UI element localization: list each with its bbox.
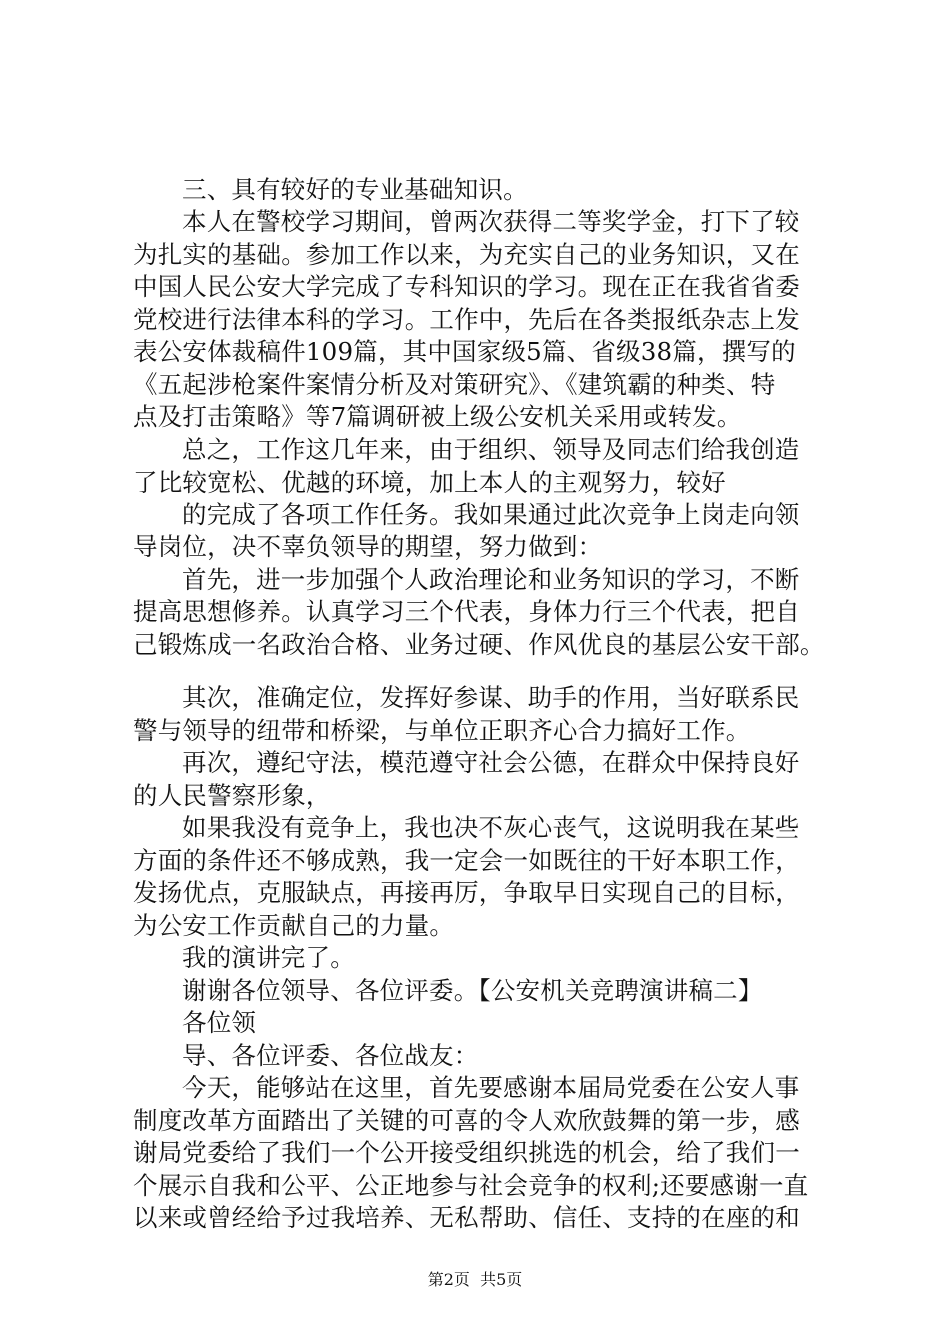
- body-line: 为公安工作贡献自己的力量。: [133, 911, 455, 940]
- body-line: 导岗位，决不辜负领导的期望，努力做到：: [133, 532, 603, 561]
- body-line: 了比较宽松、优越的环境，加上本人的主观努力，较好: [133, 468, 726, 497]
- body-line: 的完成了各项工作任务。我如果通过此次竞争上岗走向领: [182, 500, 800, 529]
- page-number: 第2页 共5页: [427, 1270, 523, 1289]
- body-line: 《五起涉枪案件案情分析及对策研究》、《建筑霸的种类、特: [133, 370, 776, 399]
- body-line: 方面的条件还不够成熟，我一定会一如既往的干好本职工作，: [133, 846, 800, 875]
- body-line: 我的演讲完了。: [182, 943, 355, 972]
- body-line: 制度改革方面踏出了关键的可喜的令人欢欣鼓舞的第一步，感: [133, 1106, 800, 1135]
- body-line: 三、具有较好的专业基础知识。: [182, 175, 528, 204]
- body-line: 己锻炼成一名政治合格、业务过硬、作风优良的基层公安干部。: [133, 630, 825, 659]
- body-line: 如果我没有竞争上，我也决不灰心丧气，这说明我在某些: [182, 813, 800, 842]
- body-line: 以来或曾经给予过我培养、无私帮助、信任、支持的在座的和: [133, 1203, 800, 1232]
- body-line: 各位领: [182, 1008, 257, 1037]
- body-line: 首先，进一步加强个人政治理论和业务知识的学习，不断: [182, 565, 800, 594]
- body-line: 个展示自我和公平、公正地参与社会竞争的权利;还要感谢一直: [133, 1171, 809, 1200]
- body-line: 为扎实的基础。参加工作以来，为充实自己的业务知识，又在: [133, 240, 800, 269]
- body-line: 点及打击策略》等7篇调研被上级公安机关采用或转发。: [133, 402, 742, 431]
- body-line: 提高思想修养。认真学习三个代表，身体力行三个代表，把自: [133, 597, 800, 626]
- body-line: 的人民警察形象，: [133, 781, 331, 810]
- body-line: 再次，遵纪守法，模范遵守社会公德，在群众中保持良好: [182, 748, 800, 777]
- body-line: 党校进行法律本科的学习。工作中，先后在各类报纸杂志上发: [133, 305, 800, 334]
- body-line: 总之，工作这几年来，由于组织、领导及同志们给我创造: [182, 435, 800, 464]
- body-line: 发扬优点，克服缺点，再接再厉，争取早日实现自己的目标，: [133, 878, 800, 907]
- body-line: 表公安体裁稿件109篇，其中国家级5篇、省级38篇，撰写的: [133, 337, 796, 366]
- body-line: 今天，能够站在这里，首先要感谢本届局党委在公安人事: [182, 1073, 800, 1102]
- body-line: 警与领导的纽带和桥梁，与单位正职齐心合力搞好工作。: [133, 716, 751, 745]
- body-line: 导、各位评委、各位战友：: [182, 1041, 479, 1070]
- body-line: 谢谢各位领导、各位评委。【公安机关竞聘演讲稿二】: [182, 976, 763, 1005]
- body-line: 本人在警校学习期间，曾两次获得二等奖学金，打下了较: [182, 207, 800, 236]
- body-line: 中国人民公安大学完成了专科知识的学习。现在正在我省省委: [133, 272, 800, 301]
- body-line: 谢局党委给了我们一个公开接受组织挑选的机会，给了我们一: [133, 1138, 800, 1167]
- body-line: 其次，准确定位，发挥好参谋、助手的作用，当好联系民: [182, 683, 800, 712]
